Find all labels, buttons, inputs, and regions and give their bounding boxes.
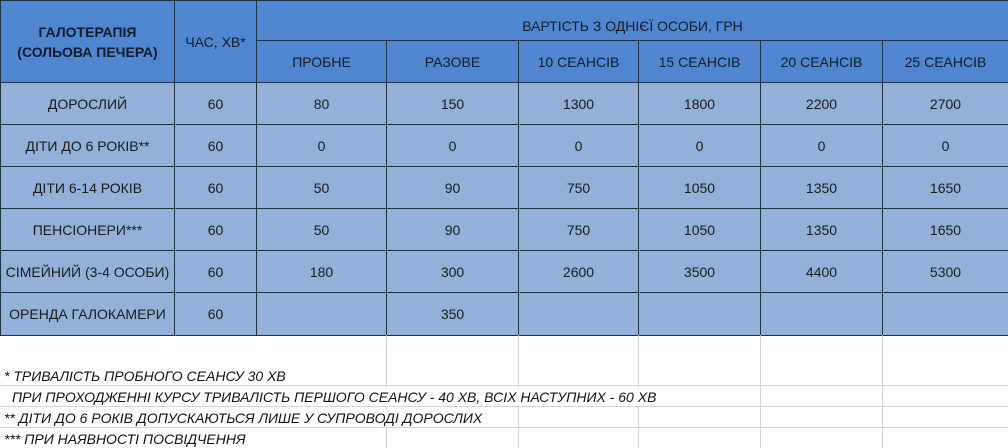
price-cell: 750 [519,209,639,251]
row-label: ПЕНСІОНЕРИ*** [1,209,175,251]
price-cell: 1300 [519,83,639,125]
price-cell: 1050 [639,209,761,251]
price-cell: 0 [257,125,387,167]
price-cell [883,293,1008,336]
row-label: ДІТИ 6-14 РОКІВ [1,167,175,209]
price-cell: 4400 [761,251,883,293]
price-cell: 0 [387,125,519,167]
time-cell: 60 [175,251,257,293]
price-cell [519,293,639,336]
column-header-25-sessions: 25 СЕАНСІВ [883,41,1008,83]
price-cell: 80 [257,83,387,125]
row-label: СІМЕЙНИЙ (3-4 ОСОБИ) [1,251,175,293]
price-cell: 1650 [883,167,1008,209]
table-row [1,209,1008,251]
time-header: ЧАС, ХВ* [175,1,257,83]
price-cell: 0 [761,125,883,167]
table-row [1,125,1008,167]
price-cell: 1350 [761,209,883,251]
footnote-trial-duration: * ТРИВАЛІСТЬ ПРОБНОГО СЕАНСУ 30 ХВ [4,367,292,385]
table-row [1,293,1008,336]
price-cell: 1650 [883,209,1008,251]
price-cell: 2200 [761,83,883,125]
time-cell: 60 [175,293,257,336]
price-cell: 0 [519,125,639,167]
price-cell [761,293,883,336]
footnote-children-under-6: ** ДІТИ ДО 6 РОКІВ ДОПУСКАЮТЬСЯ ЛИШЕ У СУПРОВОДІ ДОРОСЛИХ [4,409,488,427]
price-cell [639,293,761,336]
price-cell: 0 [883,125,1008,167]
price-cell: 0 [639,125,761,167]
price-cell: 50 [257,167,387,209]
corner-title [1,1,175,83]
column-header-15-sessions: 15 СЕАНСІВ [639,41,761,83]
time-cell: 60 [175,209,257,251]
table-row [1,167,1008,209]
table-row [1,251,1008,293]
price-cell: 5300 [883,251,1008,293]
price-group-header: ВАРТІСТЬ З ОДНІЄЇ ОСОБИ, ГРН [257,1,1008,41]
time-cell: 60 [175,83,257,125]
column-header-trial: ПРОБНЕ [257,41,387,83]
price-cell: 2600 [519,251,639,293]
price-cell: 1800 [639,83,761,125]
column-header-20-sessions: 20 СЕАНСІВ [761,41,883,83]
footnote-course-duration: ПРИ ПРОХОДЖЕННІ КУРСУ ТРИВАЛІСТЬ ПЕРШОГО СЕАНСУ - 40 ХВ, ВСІХ НАСТУПНИХ - 60 ХВ [12,388,662,406]
table-row [1,83,1008,125]
price-cell: 180 [257,251,387,293]
column-header-10-sessions: 10 СЕАНСІВ [519,41,639,83]
time-cell: 60 [175,167,257,209]
column-header-single: РАЗОВЕ [387,41,519,83]
price-cell: 3500 [639,251,761,293]
price-cell: 300 [387,251,519,293]
footnote-pensioners: *** ПРИ НАЯВНОСТІ ПОСВІДЧЕННЯ [4,430,252,448]
row-label: ДОРОСЛИЙ [1,83,175,125]
price-cell: 90 [387,209,519,251]
price-cell: 50 [257,209,387,251]
price-cell: 2700 [883,83,1008,125]
price-cell: 1050 [639,167,761,209]
price-cell: 150 [387,83,519,125]
corner-title-line2: (СОЛЬОВА ПЕЧЕРА) [17,43,158,60]
price-cell: 350 [387,293,519,336]
price-cell: 1350 [761,167,883,209]
row-label: ДІТИ ДО 6 РОКІВ** [1,125,175,167]
row-label: ОРЕНДА ГАЛОКАМЕРИ [1,293,175,336]
price-cell [257,293,387,336]
time-cell: 60 [175,125,257,167]
price-cell: 750 [519,167,639,209]
corner-title-line1: ГАЛОТЕРАПІЯ [38,23,137,40]
price-cell: 90 [387,167,519,209]
